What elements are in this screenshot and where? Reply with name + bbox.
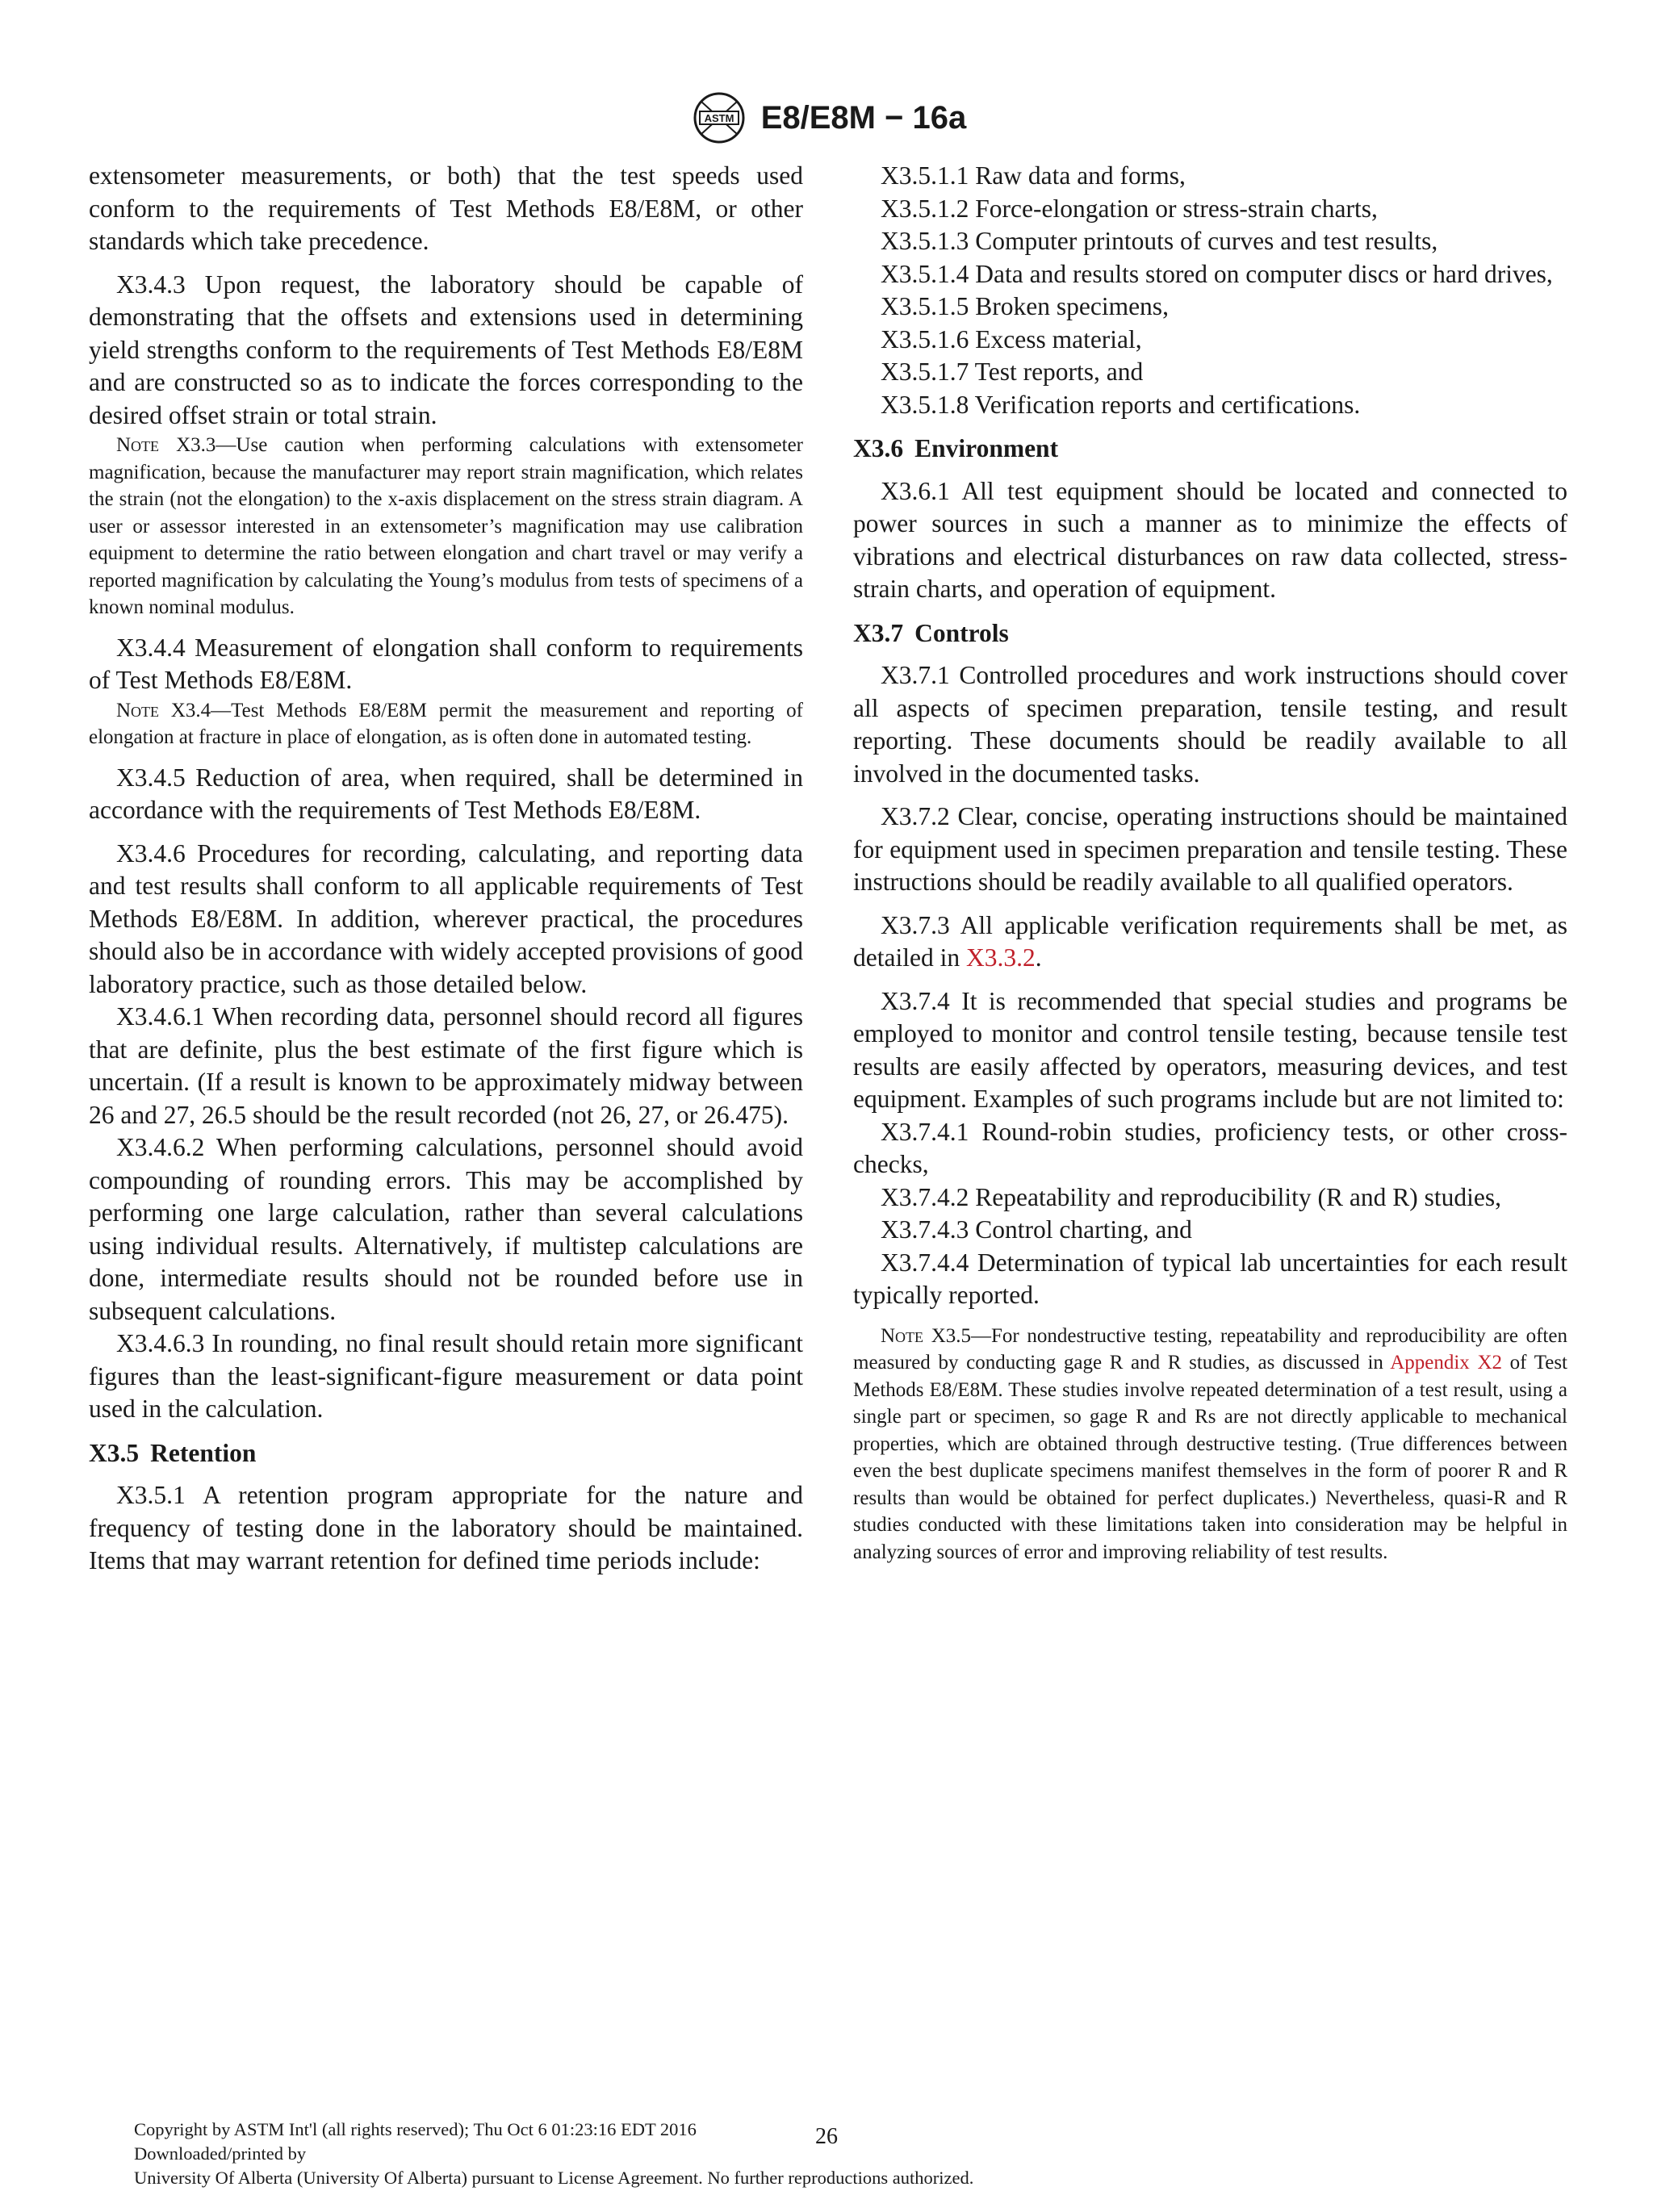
paragraph: X3.5.1 A retention program appropriate for the nature and frequency of testing done in the laboratory should be maintained. Items that may warrant retention for defined time periods include:	[89, 1481, 803, 1574]
note-x3-5	[853, 1323, 1567, 1566]
paragraph: X3.4.5 Reduction of area, when required, shall be determined in accordance with the requirements of Test Methods E8/E8M.	[89, 763, 803, 824]
list-item: X3.7.4.3 Control charting, and	[881, 1215, 1192, 1244]
appendix-link[interactable]: Appendix X2	[1390, 1352, 1502, 1374]
paragraph: X3.7.1 Controlled procedures and work instructions should cover all aspects of specimen preparation, tensile testing, and result reporting. These documents should be readily available to all involved in the documented tasks.	[853, 661, 1567, 788]
section-number: X3.5	[89, 1438, 140, 1467]
section-number: X3.6	[853, 434, 904, 462]
paragraph: X3.4.3 Upon request, the laboratory should be capable of demonstrating that the offsets and extensions used in determining yield strengths conform to the requirements of Test Methods E8/E8M and are constructed so as to indicate the forces corresponding to the desired offset strain or total strain.	[89, 270, 803, 429]
list-item: X3.5.1.3 Computer printouts of curves and test results,	[881, 227, 1438, 255]
page-footer	[134, 2118, 973, 2190]
paragraph: X3.4.4 Measurement of elongation shall conform to requirements of Test Methods E8/E8M.	[89, 633, 803, 694]
section-title: Controls	[914, 618, 1009, 647]
page-number: 26	[815, 2124, 838, 2149]
section-heading-controls	[853, 617, 1567, 650]
paragraph: X3.4.6.1 When recording data, personnel should record all figures that are definite, plus the best estimate of the first figure which is uncertain. (If a result is known to be approximately midway between 26 and 27, 26.5 should be the result recorded (not 26, 27, or 26.475).	[89, 1002, 803, 1129]
note-label: Note X3.5	[881, 1324, 972, 1347]
section-title: Environment	[914, 434, 1059, 462]
note-text: —For nondestructive testing, repeatability and reproducibility are often measured by conducting gage R and R studies, as discussed in	[853, 1324, 1567, 1374]
list-item: X3.5.1.7 Test reports, and	[881, 358, 1144, 386]
svg-text:ASTM: ASTM	[704, 112, 734, 124]
list-item: X3.5.1.1 Raw data and forms,	[881, 161, 1186, 190]
section-heading-environment	[853, 433, 1567, 466]
list-item: X3.5.1.5 Broken specimens,	[881, 292, 1169, 320]
note-label: Note X3.3	[116, 434, 216, 456]
astm-logo-icon	[687, 86, 751, 150]
paragraph: X3.6.1 All test equipment should be located and connected to power sources in such a manner as to minimize the effects of vibrations and electrical disturbances on raw data collected, stress-strain charts, and operation of equipment.	[853, 476, 1567, 603]
paragraph: X3.7.4 It is recommended that special studies and programs be employed to monitor and control tensile testing, because tensile test results are easily affected by operators, measuring devices, and test equipment. Examples of such programs include but are not limited to:	[853, 986, 1567, 1113]
right-column	[853, 160, 1567, 1576]
note-text: —Use caution when performing calculations with extensometer magnification, because the manufacturer may report strain magnification, which relates the strain (not the elongation) to the x-axis displacement on the stress strain diagram. A user or assessor interested in an extensometer’s magnification may use calibration equipment to determine the ratio between elongation and chart travel or may verify a reported magnification by calculating the Young’s modulus from tests of specimens of a known nominal modulus.	[89, 434, 803, 618]
left-column	[89, 160, 803, 1588]
list-item: X3.7.4.1 Round-robin studies, proficiency tests, or other cross-checks,	[853, 1117, 1567, 1178]
note-x3-4	[89, 697, 803, 751]
list-item: X3.7.4.4 Determination of typical lab uncertainties for each result typically reported.	[853, 1248, 1567, 1309]
note-text: of Test Methods E8/E8M. These studies involve repeated determination of a test result, using a single part or specimen, so gage R and Rs are not directly applicable to mechanical properties, which are obtained through destructive testing. (True differences between even the best duplicate specimens manifest themselves in the form of poorer R and R results than would be obtained for perfect duplicates.) Nevertheless, quasi-R and R studies conducted with these limitations taken into consideration may be helpful in analyzing sources of error and improving reliability of test results.	[853, 1352, 1567, 1563]
list-item: X3.7.4.2 Repeatability and reproducibility (R and R) studies,	[881, 1182, 1501, 1211]
list-item: X3.5.1.6 Excess material,	[881, 324, 1142, 353]
paragraph-text: X3.7.3 All applicable verification requirements shall be met, as detailed in	[853, 910, 1567, 972]
page-header	[0, 86, 1653, 150]
license-line: University Of Alberta (University Of Alberta) pursuant to License Agreement. No further reproductions authorized.	[134, 2168, 974, 2188]
paragraph: X3.7.2 Clear, concise, operating instructions should be maintained for equipment used in specimen preparation and tensile testing. These instructions should be readily available to all qualified operators.	[853, 802, 1567, 896]
note-label: Note X3.4	[116, 699, 211, 721]
list-item: X3.5.1.8 Verification reports and certifications.	[881, 390, 1361, 419]
section-title: Retention	[150, 1438, 257, 1467]
download-line: Downloaded/printed by	[134, 2143, 307, 2164]
section-number: X3.7	[853, 618, 904, 647]
paragraph: X3.4.6.3 In rounding, no final result should retain more significant figures than the least-significant-figure measurement or data point used in the calculation.	[89, 1329, 803, 1423]
list-item: X3.5.1.2 Force-elongation or stress-strain charts,	[881, 194, 1378, 223]
note-text: —Test Methods E8/E8M permit the measurement and reporting of elongation at fracture in place of elongation, as is often done in automated testing.	[89, 699, 803, 748]
list-item: X3.5.1.4 Data and results stored on computer discs or hard drives,	[881, 259, 1553, 288]
paragraph: extensometer measurements, or both) that the test speeds used conform to the requirements of Test Methods E8/E8M, or other standards which take precedence.	[89, 161, 803, 255]
note-x3-3	[89, 432, 803, 621]
section-heading-retention	[89, 1437, 803, 1470]
paragraph	[853, 909, 1567, 975]
copyright-line: Copyright by ASTM Int'l (all rights reserved); Thu Oct 6 01:23:16 EDT 2016	[134, 2119, 697, 2139]
paragraph: X3.4.6.2 When performing calculations, personnel should avoid compounding of rounding errors. This may be accomplished by performing one large calculation, rather than several calculations using individual results. Alternatively, if multistep calculations are done, intermediate results should not be rounded before use in subsequent calculations.	[89, 1133, 803, 1325]
document-id: E8/E8M − 16a	[760, 99, 967, 136]
cross-reference-link[interactable]: X3.3.2	[965, 943, 1036, 972]
paragraph: X3.4.6 Procedures for recording, calculating, and reporting data and test results shall conform to all applicable requirements of Test Methods E8/E8M. In addition, wherever practical, the procedures should also be in accordance with widely accepted provisions of good laboratory practice, such as those detailed below.	[89, 838, 803, 998]
paragraph-text: .	[1035, 943, 1042, 972]
